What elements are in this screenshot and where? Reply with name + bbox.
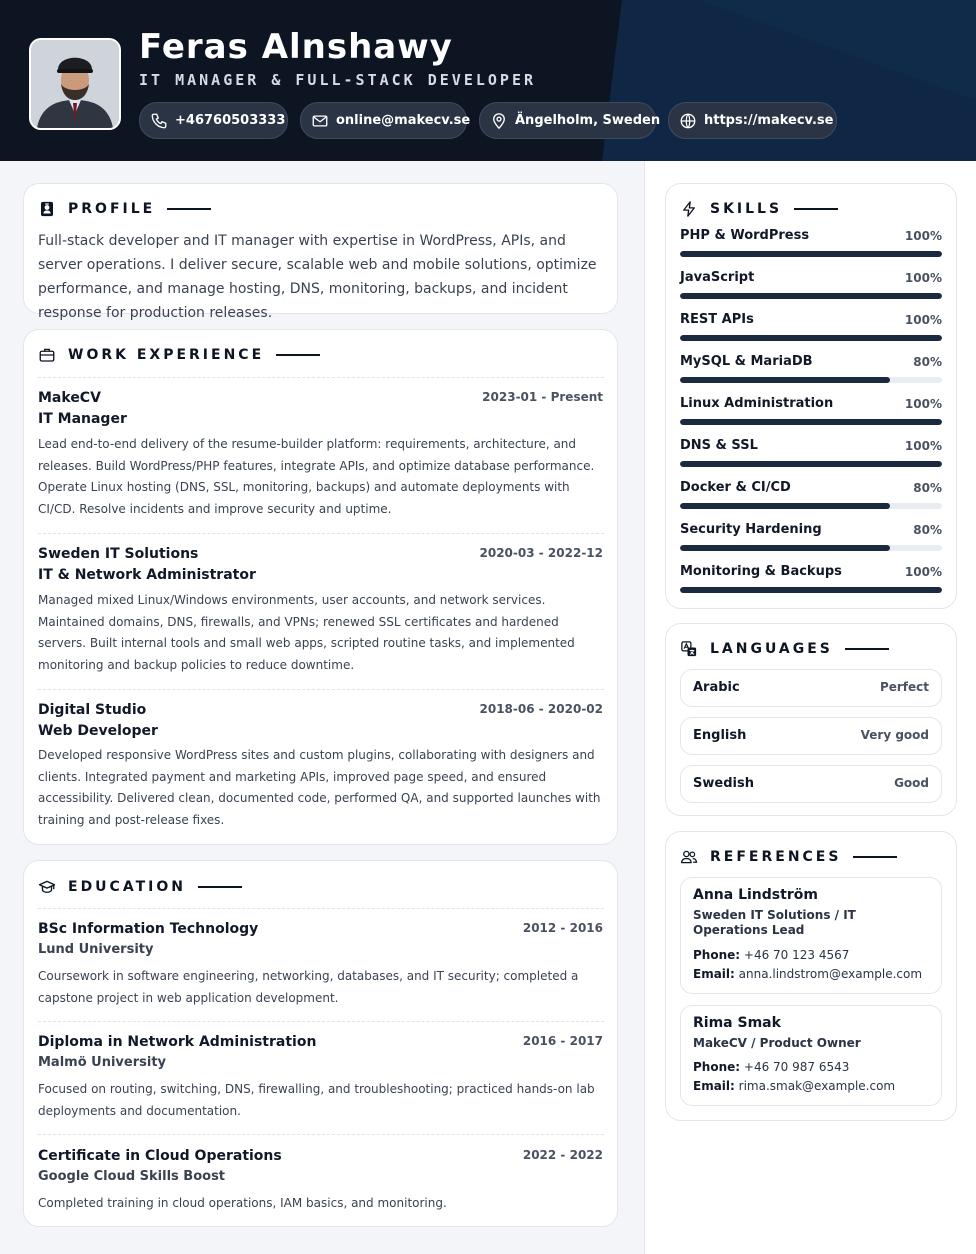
id-badge-icon xyxy=(38,200,56,218)
profile-title: PROFILE xyxy=(68,201,156,217)
education-header xyxy=(38,877,242,897)
experience-title: WORK EXPERIENCE xyxy=(68,347,265,363)
reference-email-value: anna.lindstrom@example.com xyxy=(738,967,923,981)
reference-phone-value: +46 70 123 4567 xyxy=(743,948,850,962)
divider xyxy=(38,1021,604,1022)
divider xyxy=(38,377,604,378)
skill-bar-track xyxy=(680,377,942,383)
job-company: Sweden IT Solutions xyxy=(38,546,199,562)
references-title: REFERENCES xyxy=(710,849,842,865)
profile-text: Full-stack developer and IT manager with expertise in WordPress, APIs, and server operations. I deliver secure, scalable web and mobile solutions, optimize performance, and manage hosting, DNS, monitoring, backups, and incident response for production releases. xyxy=(38,233,597,321)
briefcase-icon xyxy=(38,346,56,364)
skill-bar-fill xyxy=(680,377,890,383)
education-institution: Google Cloud Skills Boost xyxy=(38,1169,226,1184)
job-description: Lead end-to-end delivery of the resume-builder platform: requirements, architecture, and releases. Build WordPress/PHP features, integrate APIs, and optimize database performance. Operate Linux hosting (DNS, SSL, monitoring, backups) and automate deployments with CI/CD. Resolve incidents and improve security and uptime. xyxy=(38,437,595,516)
phone-label: Phone: xyxy=(693,1060,741,1074)
language-row xyxy=(680,669,942,707)
section-underline xyxy=(794,208,838,210)
education-degree: Certificate in Cloud Operations xyxy=(38,1148,282,1164)
experience-card xyxy=(23,329,618,845)
candidate-role: IT MANAGER & FULL-STACK DEVELOPER xyxy=(139,71,537,89)
language-level: Perfect xyxy=(879,680,929,694)
skill-bar-track xyxy=(680,335,942,341)
section-underline xyxy=(198,886,242,888)
skill-name: PHP & WordPress xyxy=(680,228,810,243)
contact-website-text: https://makecv.se xyxy=(704,113,834,128)
phone-icon xyxy=(150,112,168,130)
job-description: Developed responsive WordPress sites and custom plugins, collaborating with designers and clients. Integrated payment and marketing APIs, improved page speed, and ensured accessibility. Delivered clean, documented code, performed QA, and supported launches with training and post-release fixes. xyxy=(38,748,601,827)
reference-phone[interactable] xyxy=(693,948,849,962)
skill-name: Monitoring & Backups xyxy=(680,564,842,579)
education-dates: 2016 - 2017 xyxy=(522,1034,603,1048)
skill-name: Linux Administration xyxy=(680,396,834,411)
profile-header xyxy=(38,199,211,219)
reference-email-value: rima.smak@example.com xyxy=(738,1079,896,1093)
reference-name: Anna Lindström xyxy=(693,887,818,903)
skill-name: MySQL & MariaDB xyxy=(680,354,813,369)
skills-title: SKILLS xyxy=(710,201,783,217)
reference-email[interactable] xyxy=(693,967,922,981)
contact-phone-text: +46760503333 xyxy=(175,113,286,128)
education-description: Completed training in cloud operations, IAM basics, and monitoring. xyxy=(38,1196,447,1210)
language-row xyxy=(680,765,942,803)
section-underline xyxy=(845,648,889,650)
skill-bar-track xyxy=(680,461,942,467)
mail-icon xyxy=(311,112,329,130)
skill-bar-fill xyxy=(680,251,942,257)
skill-percent: 100% xyxy=(904,313,942,327)
skill-bar-fill xyxy=(680,587,942,593)
language-row xyxy=(680,717,942,755)
skill-name: REST APIs xyxy=(680,312,754,327)
skill-bar-fill xyxy=(680,503,890,509)
translate-icon xyxy=(680,640,698,658)
email-label: Email: xyxy=(693,967,735,981)
skill-bar-fill xyxy=(680,461,942,467)
profile-card xyxy=(23,183,618,321)
contact-location[interactable] xyxy=(479,102,661,139)
job-dates: 2018-06 - 2020-02 xyxy=(479,702,603,716)
contact-location-text: Ängelholm, Sweden xyxy=(515,113,661,128)
education-degree: Diploma in Network Administration xyxy=(38,1034,317,1050)
skill-percent: 80% xyxy=(913,523,942,537)
divider xyxy=(38,908,604,909)
education-dates: 2012 - 2016 xyxy=(522,921,603,935)
job-company: MakeCV xyxy=(38,390,101,406)
skill-name: Docker & CI/CD xyxy=(680,480,791,495)
job-description: Managed mixed Linux/Windows environments, user accounts, and network services. Maintained domains, DNS, firewalls, and VPNs; renewed SSL certificates and hardened servers. Built internal tools and small web apps, scripted routine tasks, and implemented monitoring and backup policies to reduce downtime. xyxy=(38,593,575,672)
reference-phone-value: +46 70 987 6543 xyxy=(743,1060,850,1074)
education-description: Coursework in software engineering, networking, databases, and IT security; completed a capstone project in web application development. xyxy=(38,969,579,1005)
language-name: Swedish xyxy=(693,776,754,791)
job-dates: 2023-01 - Present xyxy=(482,390,603,404)
experience-header xyxy=(38,345,320,365)
section-underline xyxy=(167,208,211,210)
contact-website[interactable] xyxy=(668,102,837,139)
education-dates: 2022 - 2022 xyxy=(522,1148,603,1162)
skills-header xyxy=(680,199,838,219)
skill-name: DNS & SSL xyxy=(680,438,758,453)
skill-bar-fill xyxy=(680,419,942,425)
skill-percent: 80% xyxy=(913,355,942,369)
skill-bar-track xyxy=(680,293,942,299)
reference-item xyxy=(680,1005,942,1106)
job-company: Digital Studio xyxy=(38,702,147,718)
skill-percent: 100% xyxy=(904,565,942,579)
skill-percent: 100% xyxy=(904,439,942,453)
education-title: EDUCATION xyxy=(68,879,186,895)
email-label: Email: xyxy=(693,1079,735,1093)
skill-percent: 100% xyxy=(904,397,942,411)
reference-organization: Sweden IT Solutions / IT Operations Lead xyxy=(693,908,856,937)
divider xyxy=(38,689,604,690)
skill-percent: 100% xyxy=(904,271,942,285)
job-role: IT Manager xyxy=(38,411,127,427)
phone-label: Phone: xyxy=(693,948,741,962)
languages-title: LANGUAGES xyxy=(710,641,833,657)
candidate-name: Feras Alnshawy xyxy=(139,27,453,67)
languages-header xyxy=(680,639,889,659)
job-dates: 2020-03 - 2022-12 xyxy=(479,546,603,560)
job-role: Web Developer xyxy=(38,723,158,739)
language-level: Very good xyxy=(860,728,929,742)
skill-percent: 100% xyxy=(904,229,942,243)
reference-organization: MakeCV / Product Owner xyxy=(693,1036,861,1050)
education-description: Focused on routing, switching, DNS, firewalling, and troubleshooting; practiced hands-on lab deployments and documentation. xyxy=(38,1082,595,1118)
languages-card xyxy=(665,623,957,816)
skills-card xyxy=(665,183,957,609)
contact-phone[interactable] xyxy=(139,102,288,139)
education-degree: BSc Information Technology xyxy=(38,921,259,937)
reference-email[interactable] xyxy=(693,1079,895,1093)
contact-email-text: online@makecv.se xyxy=(336,113,471,128)
education-card xyxy=(23,860,618,1227)
skill-percent: 80% xyxy=(913,481,942,495)
skill-bar-fill xyxy=(680,545,890,551)
education-institution: Lund University xyxy=(38,942,154,957)
section-underline xyxy=(276,354,320,356)
contact-email[interactable] xyxy=(300,102,471,139)
skill-name: Security Hardening xyxy=(680,522,822,537)
avatar xyxy=(29,38,121,130)
divider xyxy=(38,1134,604,1135)
header xyxy=(0,0,976,161)
skill-bar-track xyxy=(680,545,942,551)
people-icon xyxy=(680,848,698,866)
reference-name: Rima Smak xyxy=(693,1015,781,1031)
references-header xyxy=(680,847,897,867)
reference-phone[interactable] xyxy=(693,1060,849,1074)
references-card xyxy=(665,831,957,1121)
skill-bar-fill xyxy=(680,293,942,299)
language-name: Arabic xyxy=(693,680,740,695)
graduation-cap-icon xyxy=(38,878,56,896)
divider xyxy=(38,533,604,534)
skill-bar-fill xyxy=(680,335,942,341)
skill-bar-track xyxy=(680,587,942,593)
skill-bar-track xyxy=(680,503,942,509)
language-level: Good xyxy=(894,776,929,790)
skill-bar-track xyxy=(680,419,942,425)
skill-bar-track xyxy=(680,251,942,257)
reference-item xyxy=(680,877,942,994)
skill-name: JavaScript xyxy=(680,270,755,285)
lightning-icon xyxy=(680,200,698,218)
education-institution: Malmö University xyxy=(38,1055,167,1070)
job-role: IT & Network Administrator xyxy=(38,567,256,583)
globe-icon xyxy=(679,112,697,130)
section-underline xyxy=(853,856,897,858)
language-name: English xyxy=(693,728,747,743)
location-pin-icon xyxy=(490,112,508,130)
